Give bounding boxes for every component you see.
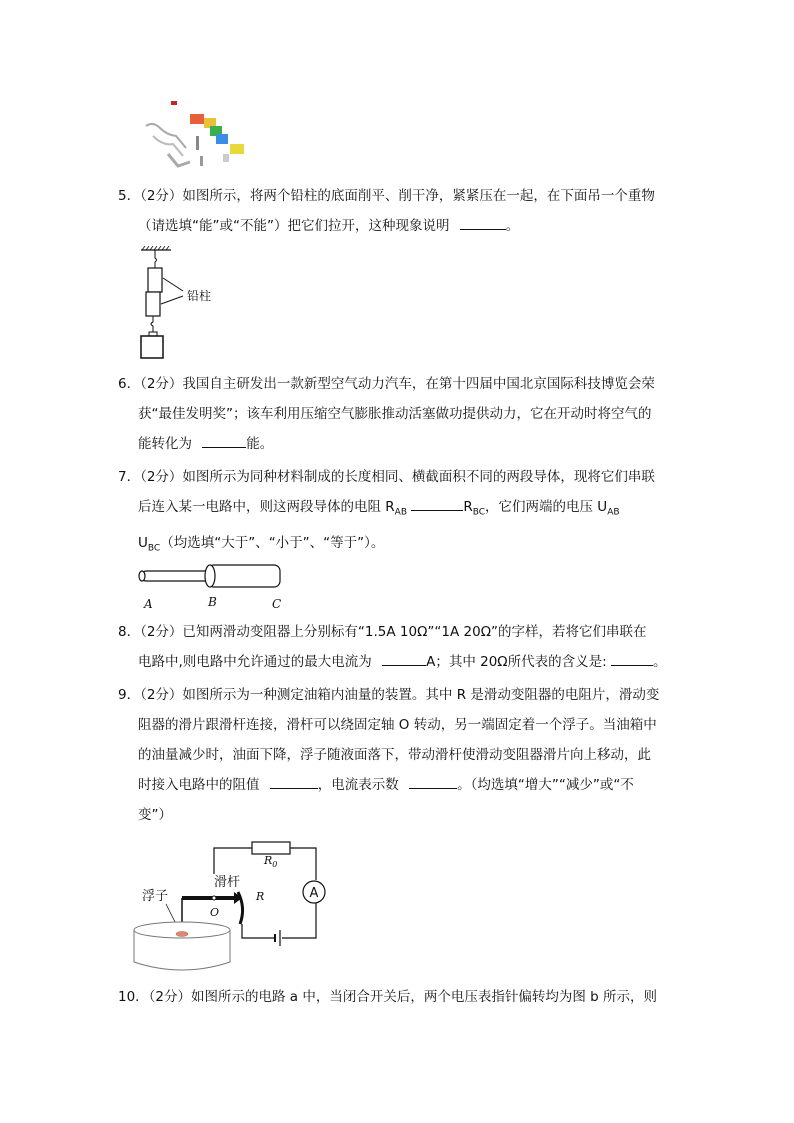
q7-subscript-ab: AB xyxy=(394,507,408,518)
q7-line-1: 7．（2分）如图所示为同种材料制成的长度相同、横截面积不同的两段导体，现将它们串联 xyxy=(118,469,655,485)
question-8 xyxy=(118,617,678,677)
q6-text-end: 能。 xyxy=(246,436,274,452)
q8-text: 电路中,则电路中允许通过的最大电流为 xyxy=(138,654,372,670)
oil-tank-device-figure xyxy=(130,838,340,974)
q8-answer-blank-1[interactable] xyxy=(382,651,426,666)
q9-text: ，电流表示数 xyxy=(317,777,399,793)
pivot-o xyxy=(212,896,216,900)
q5-text-end: 。 xyxy=(505,218,520,234)
thick-conductor-bc xyxy=(208,565,280,587)
q7-text: （均选填“大于”、“小于”、“等于”）。 xyxy=(160,534,385,551)
upper-lead-cylinder xyxy=(148,268,162,292)
wire-shape xyxy=(168,154,190,166)
circuit-wire xyxy=(290,848,316,880)
q5-line-1: 5．（2分）如图所示，将两个铅柱的底面削平、削干净，紧紧压在一起，在下面吊一个重物 xyxy=(118,188,655,204)
resistor-r0 xyxy=(252,842,290,854)
pivot-o-label: O xyxy=(210,906,220,919)
component-rod xyxy=(196,136,199,150)
q9-line-2: 阻器的滑片跟滑杆连接，滑杆可以绕固定轴 O 转动，另一端固定着一个浮子。当油箱中 xyxy=(138,717,657,733)
q7-line-2 xyxy=(118,492,678,528)
variable-resistor-label: R xyxy=(256,890,265,903)
q6-answer-blank[interactable] xyxy=(202,433,246,448)
q7-subscript-bc: BC xyxy=(147,543,161,554)
lower-lead-cylinder xyxy=(146,292,160,316)
q7-text: 后连入某一电路中，则这两段导体的电阻 R xyxy=(138,499,395,515)
component-red-cap xyxy=(171,101,177,105)
q7-line-3 xyxy=(118,528,678,564)
question-9 xyxy=(118,680,678,830)
q7-text-u: U xyxy=(138,534,148,551)
point-a-label: A xyxy=(144,597,153,611)
question-5 xyxy=(118,181,678,241)
q9-answer-blank-2[interactable] xyxy=(409,774,457,789)
q8-answer-blank-2[interactable] xyxy=(611,651,653,666)
q6-line-2: 获“最佳发明奖”；该车利用压缩空气膨胀推动活塞做功提供动力，它在开动时将空气的 xyxy=(138,406,652,422)
q9-text: 时接入电路中的阻值 xyxy=(138,777,260,793)
q9-line-5: 变”） xyxy=(138,807,172,823)
q8-line-2 xyxy=(118,647,678,677)
q9-text: 。（均选填“增大”“减少”或“不 xyxy=(457,777,634,793)
component-orange-block xyxy=(190,114,204,124)
float-label: 浮子 xyxy=(142,889,169,904)
ceiling-hatch xyxy=(142,246,169,250)
lead-cylinder-label: 铅柱 xyxy=(187,289,212,303)
hook-top xyxy=(155,250,157,268)
q10-line-1: 10．（2分）如图所示的电路 a 中，当闭合开关后，两个电压表指针偏转均为图 b 所示，则 xyxy=(118,989,658,1005)
q9-line-4 xyxy=(118,770,678,800)
conductor-junction-b xyxy=(205,565,215,587)
ammeter-label: A xyxy=(309,886,319,901)
question-6 xyxy=(118,369,678,459)
q5-answer-blank[interactable] xyxy=(460,215,506,230)
q9-answer-blank-1[interactable] xyxy=(270,774,318,789)
float-body xyxy=(176,932,188,937)
q8-line-1: 8．（2分）已知两滑动变阻器上分别标有“1.5A 10Ω”“1A 20Ω”的字样，若将它们串联在 xyxy=(118,624,647,640)
label-pointer xyxy=(163,278,183,291)
resistor-r0-label: $R_0$ xyxy=(264,854,278,869)
q6-line-3 xyxy=(118,429,678,459)
point-c-label: C xyxy=(272,597,282,611)
question-7 xyxy=(118,462,678,563)
component-cell xyxy=(223,154,229,162)
question-10 xyxy=(118,982,678,1012)
q6-line-1: 6．（2分）我国自主研发出一款新型空气动力汽车，在第十四届中国北京国际科技博览会荣 xyxy=(118,376,655,392)
two-conductors-figure xyxy=(136,560,292,614)
component-yellow-block xyxy=(230,144,244,154)
q7-subscript-ab: AB xyxy=(607,507,620,518)
rod-label: 滑杆 xyxy=(214,875,241,890)
hanging-weight xyxy=(141,336,163,358)
component-blue-block xyxy=(216,134,228,144)
circuit-components-image xyxy=(138,96,258,176)
hook-bottom xyxy=(151,316,153,332)
component-rod xyxy=(200,156,203,166)
q9-line-3: 的油量减少时，油面下降，浮子随液面落下，带动滑杆使滑动变阻器滑片向上移动，此 xyxy=(138,747,651,763)
q9-line-1: 9．（2分）如图所示为一种测定油箱内油量的装置。其中 R 是滑动变阻器的电阻片，滑动变 xyxy=(118,687,660,703)
circuit-wire xyxy=(214,848,252,874)
q5-text: （请选填“能”或“不能”）把它们拉开，这种现象说明 xyxy=(138,218,450,234)
label-pointer xyxy=(161,296,183,304)
q7-answer-blank-1[interactable] xyxy=(411,496,463,511)
q5-line-2 xyxy=(118,211,678,241)
q6-text: 能转化为 xyxy=(138,436,192,452)
q7-text: ，它们两端的电压 U xyxy=(485,499,608,515)
q7-subscript-bc: BC xyxy=(472,507,486,518)
q8-text: A；其中 20Ω所代表的含义是: xyxy=(426,654,607,670)
circuit-wire xyxy=(282,903,316,938)
thin-conductor-ab xyxy=(142,571,212,581)
q7-text-r: R xyxy=(463,499,473,515)
circuit-wire xyxy=(242,924,275,938)
lead-cylinders-figure xyxy=(135,246,225,360)
conductor-end-a xyxy=(139,571,145,581)
point-b-label: B xyxy=(208,595,217,609)
q8-text-end: 。 xyxy=(652,654,667,670)
